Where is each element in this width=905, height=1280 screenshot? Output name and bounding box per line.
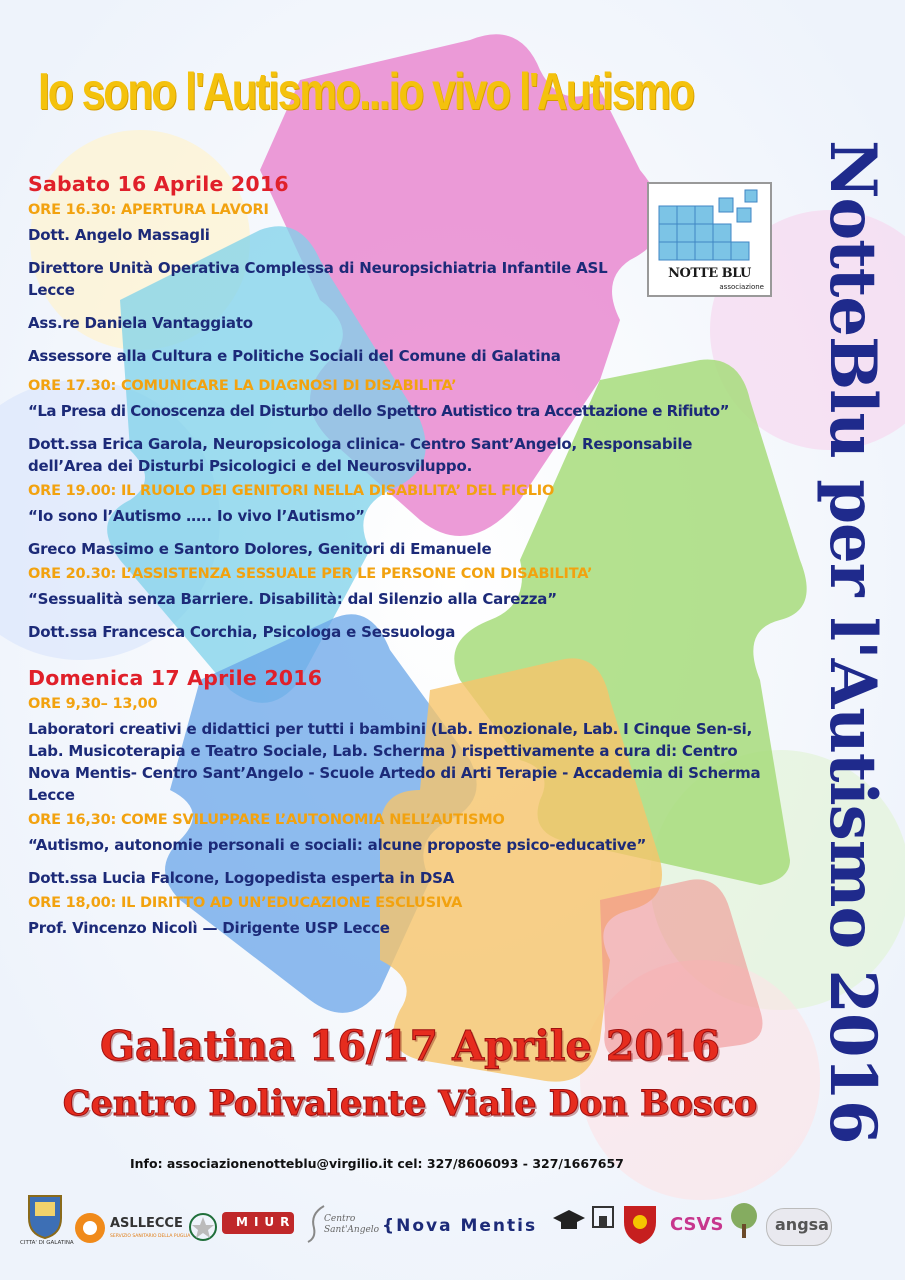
speaker-line: Dott.ssa Lucia Falcone, Logopedista esperta in DSA xyxy=(28,869,455,887)
cubes-icon xyxy=(649,184,770,264)
time-slot: ORE 18,00: IL DIRITTO AD UN’EDUCAZIONE ESCLUSIVA xyxy=(28,895,463,911)
time-slot: ORE 17.30: COMUNICARE LA DIAGNOSI DI DISABILITA’ xyxy=(28,378,457,394)
angsa-label: angsa xyxy=(775,1215,829,1234)
speaker-line: Greco Massimo e Santoro Dolores, Genitori di Emanuele xyxy=(28,540,492,558)
talk-title: “La Presa di Conoscenza del Disturbo dello Spettro Autistico tra Accettazione e Rifiuto” xyxy=(28,402,729,420)
time-slot: ORE 9,30– 13,00 xyxy=(28,696,158,712)
sunday-heading: Domenica 17 Aprile 2016 xyxy=(28,666,323,690)
time-slot: ORE 16,30: COME SVILUPPARE L’AUTONOMIA NELL’AUTISMO xyxy=(28,812,505,828)
talk-title: “Io sono l’Autismo ….. Io vivo l’Autismo” xyxy=(28,507,365,525)
contact-info: Info: associazionenotteblu@virgilio.it cel: 327/8606093 - 327/1667657 xyxy=(130,1156,624,1171)
speaker-line: Dott.ssa Francesca Corchia, Psicologa e Sessuologa xyxy=(28,623,456,641)
tree-icon xyxy=(724,1200,764,1240)
santangelo-logo xyxy=(306,1200,380,1254)
santangelo-label: Centro Sant'Angelo xyxy=(324,1214,380,1235)
speaker-line: Direttore Unità Operativa Complessa di Neuropsichiatria Infantile ASL Lecce xyxy=(28,259,608,299)
saturday-heading: Sabato 16 Aprile 2016 xyxy=(28,172,289,196)
speaker-line: Dott.ssa Erica Garola, Neuropsicologa clinica- Centro Sant’Angelo, Responsabile dell’Area dei Disturbi Psicologici e del Neurosviluppo. xyxy=(28,435,693,475)
csvs-label: CSVS xyxy=(670,1214,724,1235)
speaker-line: Ass.re Daniela Vantaggiato xyxy=(28,314,253,332)
speaker-line: Prof. Vincenzo Nicolì — Dirigente USP Lecce xyxy=(28,919,390,937)
graduation-cap-icon xyxy=(552,1204,586,1238)
notte-blu-logo xyxy=(647,182,772,297)
miur-label: MIUR xyxy=(236,1215,296,1229)
logo-title: NOTTE BLU xyxy=(668,266,751,281)
coat-of-arms-icon xyxy=(23,1192,67,1240)
logo-subtitle: associazione xyxy=(719,283,764,291)
speaker-line: Dott. Angelo Massagli xyxy=(28,226,210,244)
csvs-logo xyxy=(664,1212,764,1248)
speaker-line: Assessore alla Cultura e Politiche Sociali del Comune di Galatina xyxy=(28,347,561,365)
side-title: NotteBlu per l'Autismo 2016 xyxy=(815,140,890,1144)
event-location-date: Galatina 16/17 Aprile 2016 xyxy=(100,1022,720,1070)
talk-title: “Sessualità senza Barriere. Disabilità: dal Silenzio alla Carezza” xyxy=(28,590,557,608)
angsa-logo xyxy=(766,1208,832,1246)
talk-title: “Autismo, autonomie personali e sociali: alcune proposte psico-educative” xyxy=(28,836,647,854)
event-venue: Centro Polivalente Viale Don Bosco xyxy=(62,1083,758,1124)
asl-circle-icon xyxy=(74,1212,106,1244)
main-title: Io sono l'Autismo...io vivo l'Autismo xyxy=(38,63,694,121)
shield-logo xyxy=(620,1202,664,1250)
school-icon xyxy=(590,1204,616,1230)
nova-mentis-logo xyxy=(382,1216,552,1246)
asl-sublabel: SERVIZIO SANITARIO DELLA PUGLIA xyxy=(110,1234,191,1239)
shield-icon xyxy=(620,1202,660,1246)
comune-label: CITTA' DI GALATINA xyxy=(20,1240,74,1246)
ministry-logo xyxy=(188,1208,308,1252)
asl-lecce-logo xyxy=(74,1212,191,1252)
school-logo xyxy=(590,1204,618,1244)
time-slot: ORE 19.00: IL RUOLO DEI GENITORI NELLA DISABILITA’ DEL FIGLIO xyxy=(28,483,555,499)
comune-galatina-logo xyxy=(20,1192,74,1252)
time-slot: ORE 16.30: APERTURA LAVORI xyxy=(28,202,269,218)
sponsor-logos xyxy=(0,1190,905,1270)
nova-mentis-label: {Nova Mentis xyxy=(382,1216,538,1236)
time-slot: ORE 20.30: L’ASSISTENZA SESSUALE PER LE PERSONE CON DISABILITA’ xyxy=(28,566,593,582)
asl-label: ASLLECCE xyxy=(110,1216,183,1231)
graduation-cap-logo xyxy=(552,1204,588,1244)
workshop-description: Laboratori creativi e didattici per tutti i bambini (Lab. Emozionale, Lab. I Cinque Sen-si, Lab. Musicoterapia e Teatro Sociale, Lab. Scherma ) rispettivamente a cura di: Centro Nova Mentis- Centro Sant’Angelo - Scuole Artedo di Arti Terapie - Accademia di Scherma Lecce xyxy=(28,720,761,804)
emblem-icon xyxy=(188,1212,218,1242)
